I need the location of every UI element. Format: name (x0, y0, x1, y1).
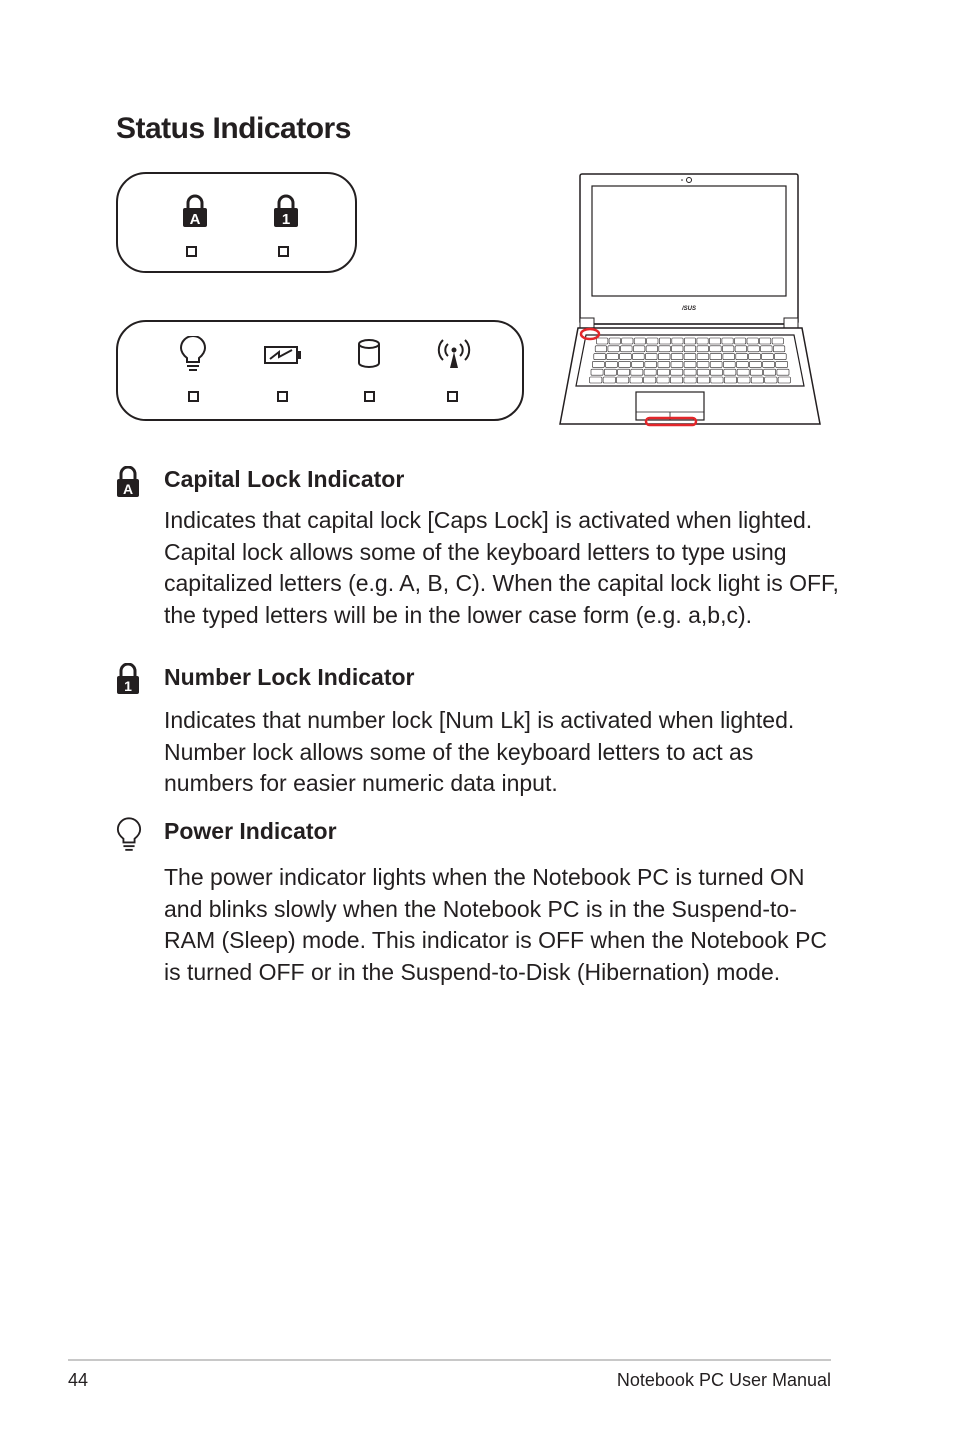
lock-indicator-panel (116, 172, 357, 273)
capital-lock-letter: A (122, 481, 134, 497)
capital-lock-led (186, 246, 197, 257)
laptop-logo: /SUS (681, 306, 697, 312)
page-title: Status Indicators (116, 112, 351, 145)
page-number: 44 (68, 1370, 89, 1390)
section-heading: Number Lock Indicator (164, 664, 415, 690)
battery-led (277, 391, 288, 402)
power-icon (179, 336, 207, 372)
battery-charge-icon (264, 344, 302, 366)
number-lock-led (278, 246, 289, 257)
wireless-led (447, 391, 458, 402)
notebook-illustration (556, 172, 824, 432)
section-body: Indicates that number lock [Num Lk] is activated when lighted. Number lock allows some of the keyboard letters to act as numbers for easier numeric data input. (164, 707, 795, 796)
number-lock-icon (273, 194, 299, 228)
number-lock-icon (116, 663, 140, 695)
footer-rule (68, 1359, 831, 1361)
number-lock-digit: 1 (281, 211, 291, 228)
manual-title: Notebook PC User Manual (616, 1370, 831, 1390)
status-indicator-panel (116, 320, 524, 421)
wireless-icon (436, 338, 472, 370)
capital-lock-letter: A (189, 211, 201, 228)
power-icon (116, 817, 142, 853)
section-body: The power indicator lights when the Notebook PC is turned ON and blinks slowly when the Notebook PC is in the Suspend-to-RAM (Sleep) mode. This indicator is OFF when the Notebook PC is turned OFF or in the Suspend-to-Disk (Hibernation) mode. (164, 864, 828, 985)
capital-lock-icon (116, 466, 140, 498)
drive-activity-icon (357, 338, 381, 370)
section-body: Indicates that capital lock [Caps Lock] is activated when lighted. Capital lock allows some of the keyboard letters to type using capitalized letters (e.g. A, B, C). When the capital lock light is OFF, the typed letters will be in the lower case form (e.g. a,b,c). (164, 507, 839, 628)
drive-led (364, 391, 375, 402)
section-heading: Power Indicator (164, 818, 337, 844)
section-heading: Capital Lock Indicator (164, 466, 405, 492)
capital-lock-icon (182, 194, 208, 228)
power-led (188, 391, 199, 402)
number-lock-digit: 1 (124, 678, 132, 694)
